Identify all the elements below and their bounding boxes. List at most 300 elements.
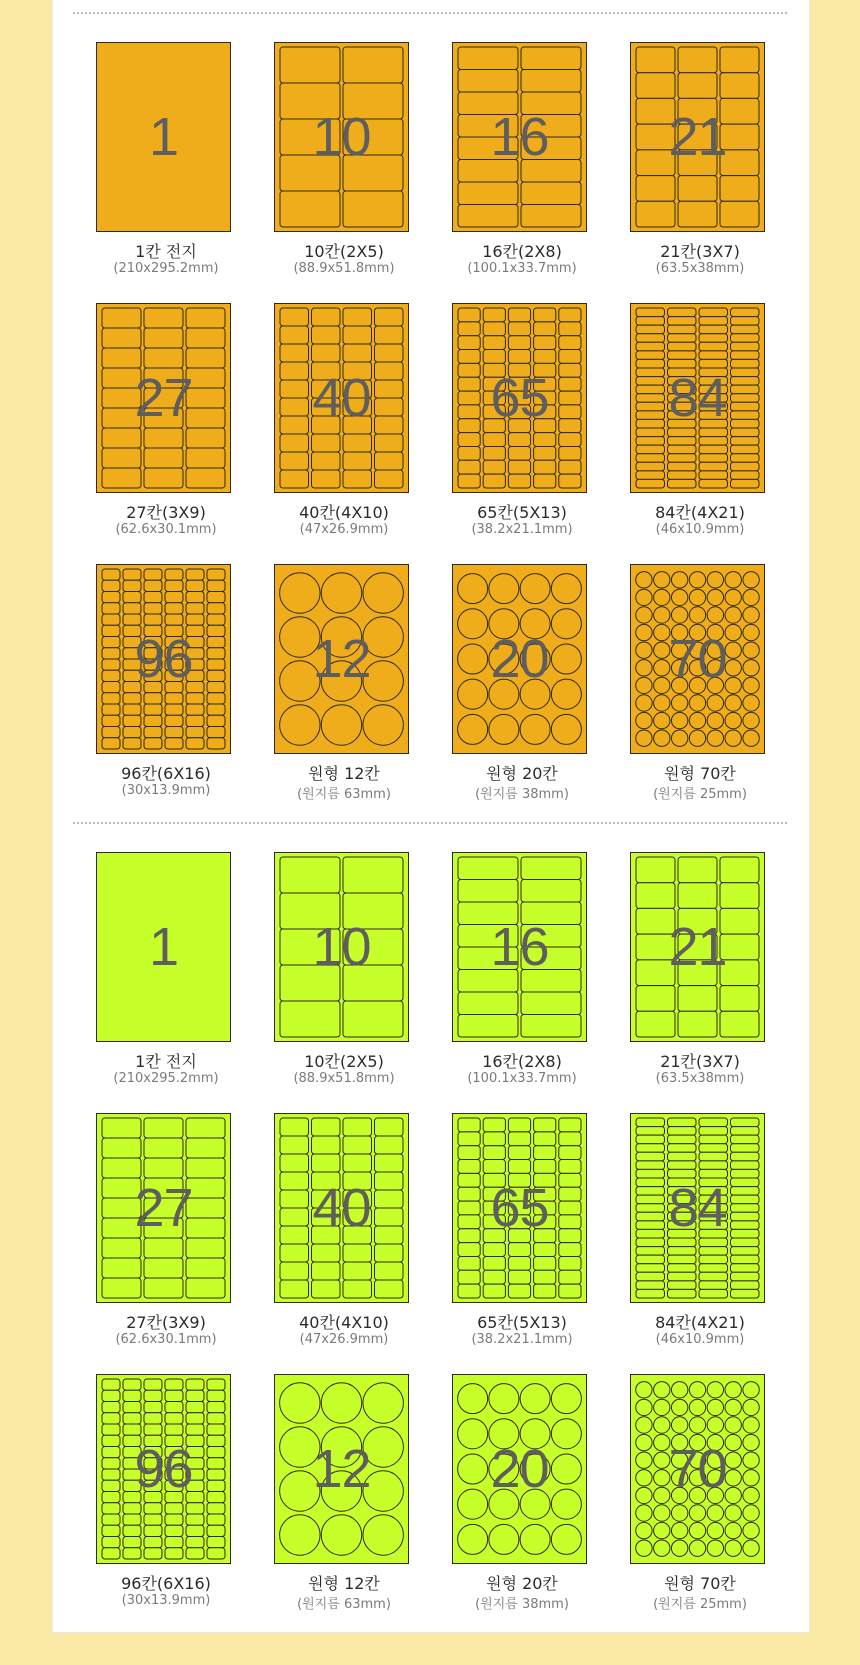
label-cell (343, 1244, 372, 1262)
label-cell (144, 428, 183, 448)
label-cell (521, 857, 581, 880)
label-cell (186, 1158, 225, 1178)
label-cell (458, 460, 480, 474)
label-cell (165, 704, 183, 715)
label-size: (원지름 38mm) (475, 787, 569, 802)
label-cell (102, 704, 120, 715)
label-circle (707, 1540, 723, 1556)
label-cell (678, 47, 717, 73)
label-sheet-preview[interactable] (274, 852, 409, 1042)
label-circle (671, 730, 687, 746)
label-sheet-preview[interactable] (96, 1113, 231, 1303)
label-circle (725, 572, 741, 588)
label-cell (102, 448, 141, 468)
label-type-name: 1칸 전지 (135, 1052, 197, 1071)
label-cell (207, 693, 225, 704)
label-count-number: 27 (134, 1178, 193, 1238)
label-circle (671, 1399, 687, 1415)
label-circle (520, 714, 550, 744)
label-circle (689, 730, 705, 746)
label-cell (186, 308, 225, 328)
label-count-number: 96 (134, 1439, 193, 1499)
label-cell (636, 342, 665, 351)
label-count-number: 1 (148, 917, 179, 977)
label-circle (707, 1522, 723, 1538)
label-cell (102, 428, 141, 448)
label-count-number: 21 (668, 107, 727, 167)
label-cell (636, 359, 665, 368)
label-cell (102, 328, 141, 348)
label-cell (144, 1278, 183, 1298)
label-cell (186, 1390, 204, 1401)
label-cell (102, 1537, 120, 1548)
label-cell (731, 428, 760, 437)
label-cell (165, 1402, 183, 1413)
label-cell (559, 1270, 581, 1284)
label-count-number: 12 (312, 629, 371, 689)
label-count-number: 16 (490, 917, 549, 977)
label-cell (720, 201, 759, 227)
label-cell (458, 1160, 480, 1174)
label-cell (731, 1247, 760, 1256)
label-cell (699, 1255, 728, 1264)
label-cell (458, 47, 518, 70)
label-cell (186, 1258, 225, 1278)
label-cell (559, 446, 581, 460)
label-cell (458, 857, 518, 880)
label-circle (489, 1524, 519, 1554)
label-circle (654, 730, 670, 746)
label-cell (699, 308, 728, 317)
label-cell (102, 592, 120, 603)
label-sheet-preview[interactable] (96, 852, 231, 1042)
label-size: (30x13.9mm) (121, 783, 211, 798)
label-count-number: 21 (668, 917, 727, 977)
label-type-name: 65칸(5X13) (477, 503, 567, 522)
label-cell (165, 1514, 183, 1525)
label-cell (207, 704, 225, 715)
label-cell (483, 1146, 505, 1160)
label-circle (363, 705, 403, 745)
label-circle (280, 1383, 320, 1423)
label-count-number: 10 (312, 917, 371, 977)
label-cell (636, 454, 665, 463)
label-cell (165, 727, 183, 738)
label-cell (678, 73, 717, 99)
label-sheet-preview[interactable] (630, 1113, 765, 1303)
label-cell (165, 580, 183, 591)
label-circle (725, 1505, 741, 1521)
label-cell (186, 592, 204, 603)
label-cell (731, 334, 760, 343)
label-cell (280, 1118, 309, 1136)
label-circle (636, 1382, 652, 1398)
label-sheet-preview[interactable] (96, 1374, 231, 1564)
label-type-name: 원형 70칸 (664, 1574, 736, 1593)
label-cell (508, 474, 530, 488)
label-cell (731, 351, 760, 360)
label-circle (689, 1417, 705, 1433)
label-cell (636, 201, 675, 227)
label-cell (458, 308, 480, 322)
label-cell (678, 176, 717, 202)
label-cell (102, 1390, 120, 1401)
label-cell (534, 1243, 556, 1257)
label-circle (707, 712, 723, 728)
label-cell (458, 1132, 480, 1146)
label-cell (731, 1169, 760, 1178)
label-cell (144, 569, 162, 580)
label-cell (636, 479, 665, 488)
label-cell (668, 342, 697, 351)
label-type-name: 27칸(3X9) (126, 1313, 206, 1332)
label-cell (102, 348, 141, 368)
label-cell (186, 1548, 204, 1559)
label-count-number: 40 (312, 1178, 371, 1238)
label-cell (123, 1413, 141, 1424)
label-size: (원지름 63mm) (297, 787, 391, 802)
label-cell (720, 1011, 759, 1037)
label-cell (102, 1118, 141, 1138)
label-cell (508, 1118, 530, 1132)
label-sheet-preview[interactable] (96, 303, 231, 493)
label-sheet-preview[interactable] (452, 564, 587, 754)
label-cell (343, 344, 372, 362)
label-circle (689, 1522, 705, 1538)
label-cell (483, 1284, 505, 1298)
label-sheet-preview[interactable] (96, 564, 231, 754)
label-cell (636, 1281, 665, 1290)
label-cell (186, 1525, 204, 1536)
label-cell (165, 1424, 183, 1435)
label-cell (458, 1015, 518, 1038)
label-circle (654, 572, 670, 588)
label-cell (534, 350, 556, 364)
label-circle (707, 1399, 723, 1415)
label-cell (207, 715, 225, 726)
label-count-number: 12 (312, 1439, 371, 1499)
label-cell (375, 344, 404, 362)
label-size: (47x26.9mm) (299, 1332, 389, 1347)
label-size: (46x10.9mm) (655, 1332, 745, 1347)
label-cell (458, 336, 480, 350)
label-cell (186, 1118, 225, 1138)
label-sheet-preview[interactable] (274, 42, 409, 232)
label-count-number: 84 (668, 1178, 727, 1238)
label-size: (47x26.9mm) (299, 522, 389, 537)
label-circle (689, 695, 705, 711)
label-cell (280, 344, 309, 362)
label-cell (144, 603, 162, 614)
label-cell (144, 727, 162, 738)
label-cell (521, 880, 581, 903)
label-count-number: 70 (668, 1439, 727, 1499)
label-circle (551, 1524, 581, 1554)
label-count-number: 65 (490, 368, 549, 428)
label-cell (636, 334, 665, 343)
label-cell (731, 1135, 760, 1144)
label-size: (38.2x21.1mm) (471, 1332, 573, 1347)
label-cell (144, 1424, 162, 1435)
label-cell (699, 1238, 728, 1247)
label-circle (489, 1384, 519, 1414)
label-cell (144, 1238, 183, 1258)
label-type-name: 원형 70칸 (664, 764, 736, 783)
label-cell (508, 1160, 530, 1174)
label-cell (483, 1270, 505, 1284)
label-size: (100.1x33.7mm) (467, 1071, 577, 1086)
label-circle (551, 1384, 581, 1414)
label-circle (654, 589, 670, 605)
label-circle (671, 1505, 687, 1521)
label-cell (534, 1160, 556, 1174)
label-cell (534, 1146, 556, 1160)
label-cell (165, 614, 183, 625)
label-cell (559, 1243, 581, 1257)
label-cell (521, 992, 581, 1015)
label-cell (636, 176, 675, 202)
label-cell (165, 569, 183, 580)
label-cell (375, 1154, 404, 1172)
label-cell (102, 1424, 120, 1435)
label-circle (636, 1399, 652, 1415)
label-type-name: 10칸(2X5) (304, 1052, 384, 1071)
label-circle (654, 1417, 670, 1433)
label-type-name: 원형 12칸 (308, 764, 380, 783)
label-cell (534, 336, 556, 350)
label-cell (483, 446, 505, 460)
label-cell (458, 350, 480, 364)
label-cell (559, 336, 581, 350)
label-cell (731, 1264, 760, 1273)
label-circle (636, 1522, 652, 1538)
label-circle (671, 712, 687, 728)
label-sheet-preview[interactable] (630, 852, 765, 1042)
label-circle (654, 1505, 670, 1521)
label-cell (280, 470, 309, 488)
label-sheet-preview[interactable] (274, 1113, 409, 1303)
label-cell (731, 359, 760, 368)
label-cell (207, 1525, 225, 1536)
label-circle (654, 607, 670, 623)
label-cell (668, 359, 697, 368)
label-size: (원지름 25mm) (653, 787, 747, 802)
label-cell (699, 1169, 728, 1178)
label-cell (123, 727, 141, 738)
label-cell (207, 1402, 225, 1413)
label-cell (636, 1152, 665, 1161)
label-cell (343, 47, 403, 83)
label-cell (508, 322, 530, 336)
label-cell (699, 1144, 728, 1153)
label-cell (207, 603, 225, 614)
label-cell (731, 445, 760, 454)
label-type-name: 21칸(3X7) (660, 1052, 740, 1071)
label-circle (520, 1384, 550, 1414)
label-size: (88.9x51.8mm) (293, 261, 395, 276)
label-circle (671, 607, 687, 623)
label-cell (144, 1514, 162, 1525)
label-cell (534, 1284, 556, 1298)
label-circle (321, 573, 361, 613)
label-cell (207, 1537, 225, 1548)
label-cell (668, 479, 697, 488)
label-sheet-preview[interactable] (274, 303, 409, 493)
label-type-name: 1칸 전지 (135, 242, 197, 261)
label-sheet-preview[interactable] (452, 1113, 587, 1303)
label-cell (636, 857, 675, 883)
label-size: (원지름 38mm) (475, 1597, 569, 1612)
label-cell (186, 1138, 225, 1158)
label-sheet-preview[interactable] (452, 852, 587, 1042)
label-circle (707, 607, 723, 623)
label-circle (725, 1399, 741, 1415)
label-cell (458, 1256, 480, 1270)
label-cell (699, 359, 728, 368)
label-circle (489, 714, 519, 744)
label-type-name: 84칸(4X21) (655, 503, 745, 522)
label-cell (458, 992, 518, 1015)
label-cell (102, 603, 120, 614)
label-cell (559, 1284, 581, 1298)
label-cell (559, 1132, 581, 1146)
label-sheet-preview[interactable] (452, 1374, 587, 1564)
label-cell (668, 428, 697, 437)
label-circle (321, 1515, 361, 1555)
label-cell (165, 693, 183, 704)
label-cell (123, 704, 141, 715)
label-type-name: 40칸(4X10) (299, 503, 389, 522)
label-cell (186, 1424, 204, 1435)
label-cell (559, 308, 581, 322)
label-cell (165, 1548, 183, 1559)
label-cell (144, 1158, 183, 1178)
label-cell (636, 1011, 675, 1037)
label-cell (186, 428, 225, 448)
label-cell (636, 986, 675, 1012)
label-cell (280, 1001, 340, 1037)
label-circle (671, 589, 687, 605)
label-sheet-preview[interactable] (274, 1374, 409, 1564)
label-cell (720, 986, 759, 1012)
label-cell (312, 434, 341, 452)
label-cell (186, 727, 204, 738)
label-cell (668, 1135, 697, 1144)
label-circle (725, 712, 741, 728)
label-sheet-preview[interactable] (452, 42, 587, 232)
label-cell (668, 1281, 697, 1290)
label-cell (186, 603, 204, 614)
label-circle (725, 607, 741, 623)
label-cell (343, 326, 372, 344)
label-cell (186, 468, 225, 488)
label-cell (343, 1280, 372, 1298)
label-sheet-preview[interactable] (630, 564, 765, 754)
label-cell (458, 1243, 480, 1257)
label-cell (508, 433, 530, 447)
label-cell (144, 1402, 162, 1413)
label-cell (458, 322, 480, 336)
label-cell (508, 1132, 530, 1146)
label-cell (144, 1379, 162, 1390)
label-cell (458, 1118, 480, 1132)
label-cell (636, 1289, 665, 1298)
label-cell (144, 580, 162, 591)
label-type-name: 96칸(6X16) (121, 1574, 211, 1593)
label-cell (312, 344, 341, 362)
label-circle (689, 572, 705, 588)
label-cell (102, 614, 120, 625)
label-count-number: 70 (668, 629, 727, 689)
label-cell (144, 592, 162, 603)
label-cell (731, 1144, 760, 1153)
label-cell (521, 182, 581, 205)
label-cell (668, 1118, 697, 1127)
label-circle (689, 1399, 705, 1415)
label-cell (458, 880, 518, 903)
label-type-name: 65칸(5X13) (477, 1313, 567, 1332)
label-cell (186, 738, 204, 749)
label-cell (312, 1154, 341, 1172)
label-cell (559, 1256, 581, 1270)
label-cell (102, 1258, 141, 1278)
label-cell (534, 460, 556, 474)
label-circle (671, 1540, 687, 1556)
label-cell (699, 479, 728, 488)
label-cell (699, 1135, 728, 1144)
label-cell (668, 471, 697, 480)
label-cell (165, 738, 183, 749)
label-cell (534, 446, 556, 460)
label-cell (483, 336, 505, 350)
label-sheet-preview[interactable] (630, 1374, 765, 1564)
label-sheet-preview[interactable] (96, 42, 231, 232)
label-cell (458, 205, 518, 228)
label-cell (123, 603, 141, 614)
label-cell (636, 883, 675, 909)
label-cell (731, 308, 760, 317)
label-circle (636, 712, 652, 728)
label-sheet-preview[interactable] (452, 303, 587, 493)
label-sheet-preview[interactable] (274, 564, 409, 754)
label-cell (636, 437, 665, 446)
label-circle (458, 714, 488, 744)
label-cell (731, 454, 760, 463)
label-count-number: 20 (490, 1439, 549, 1499)
label-sheet-preview[interactable] (630, 303, 765, 493)
label-cell (508, 1146, 530, 1160)
label-cell (186, 328, 225, 348)
label-cell (102, 1379, 120, 1390)
label-cell (636, 1161, 665, 1170)
label-cell (678, 883, 717, 909)
label-circle (321, 705, 361, 745)
label-cell (165, 1503, 183, 1514)
label-cell (375, 1244, 404, 1262)
label-size: (38.2x21.1mm) (471, 522, 573, 537)
label-cell (207, 1503, 225, 1514)
label-cell (731, 1255, 760, 1264)
label-cell (668, 1264, 697, 1273)
label-cell (165, 1379, 183, 1390)
label-sheet-preview[interactable] (630, 42, 765, 232)
label-cell (144, 738, 162, 749)
label-cell (668, 308, 697, 317)
label-cell (280, 191, 340, 227)
label-type-name: 16칸(2X8) (482, 1052, 562, 1071)
label-cell (731, 1152, 760, 1161)
label-cell (699, 351, 728, 360)
